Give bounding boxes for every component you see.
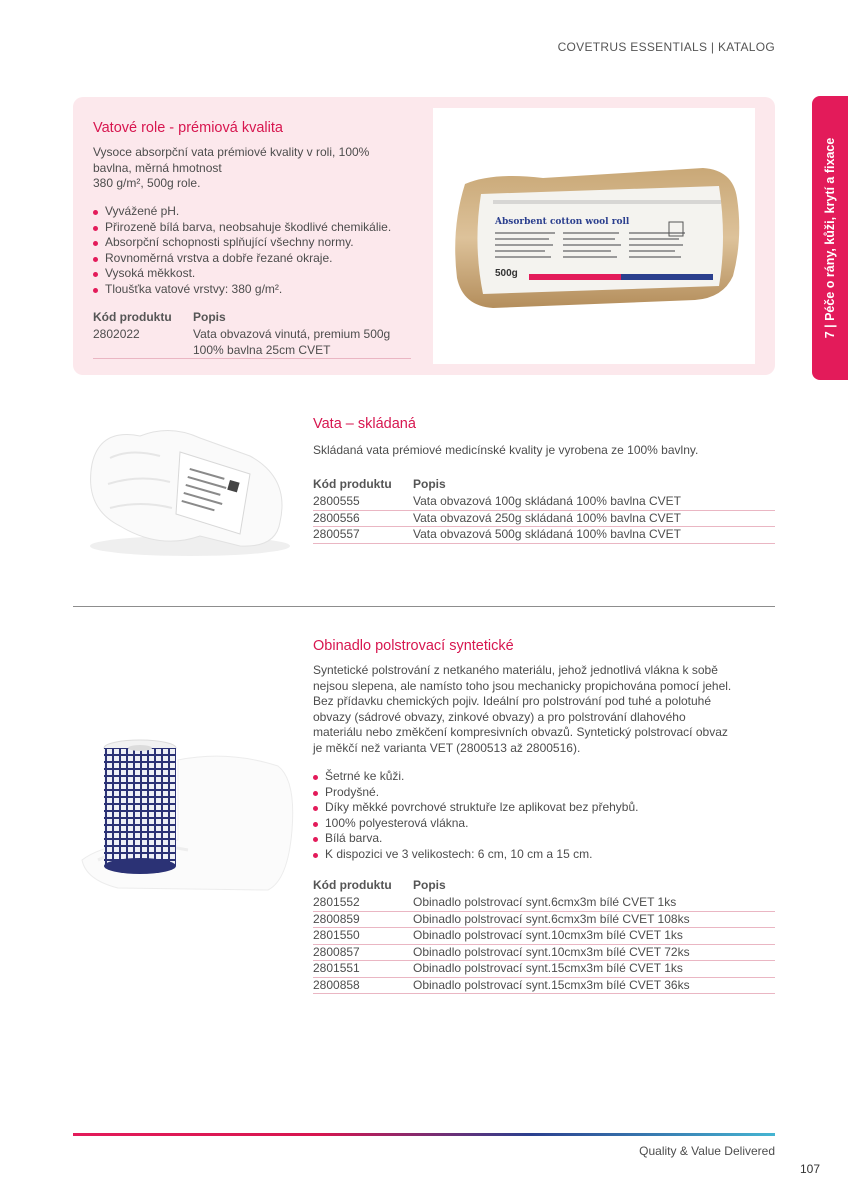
column-header-description: Popis bbox=[413, 878, 446, 892]
column-header-code: Kód produktu bbox=[313, 878, 392, 892]
feature-item: 100% polyesterová vlákna. bbox=[313, 816, 638, 832]
product-description-cell: Vata obvazová 250g skládaná 100% bavlna CVET bbox=[413, 510, 775, 527]
product-code: 2802022 bbox=[93, 327, 193, 359]
product-description-cell: Vata obvazová 100g skládaná 100% bavlna CVET bbox=[413, 494, 775, 510]
product-description bbox=[313, 663, 731, 756]
table-header-row bbox=[313, 477, 775, 494]
product-table bbox=[313, 477, 775, 544]
feature-item: Absorpční schopnosti splňující všechny normy. bbox=[93, 235, 391, 251]
description-line: Bez přídavku chemických pojiv. Ideální pro polstrování pod tuhé a polotuhé bbox=[313, 694, 712, 708]
product-description bbox=[93, 145, 369, 192]
description-line: bavlna, měrná hmotnost bbox=[93, 160, 222, 175]
description-line: Vysoce absorpční vata prémiové kvality v roli, 100% bbox=[93, 145, 370, 159]
table-row bbox=[313, 510, 775, 527]
product-code: 2800858 bbox=[313, 977, 413, 994]
description-line: obvazy (sádrové obvazy, zinkové obvazy) a pro polstrování dlahového bbox=[313, 709, 686, 724]
column-header-description: Popis bbox=[413, 477, 446, 491]
product-image-padding-bandage bbox=[78, 720, 300, 900]
table-header-row bbox=[93, 310, 411, 327]
feature-item: Vyvážené pH. bbox=[93, 204, 391, 220]
cotton-wool-roll-package-icon bbox=[433, 108, 755, 364]
product-description-cell: Obinadlo polstrovací synt.10cmx3m bílé CVET 72ks bbox=[413, 944, 775, 961]
table-row bbox=[313, 944, 775, 961]
product-title: Vata – skládaná bbox=[313, 416, 416, 432]
column-header-description: Popis bbox=[193, 310, 226, 324]
product-title: Vatové role - prémiová kvalita bbox=[93, 120, 283, 136]
product-code: 2800555 bbox=[313, 494, 413, 510]
product-table bbox=[93, 310, 411, 359]
table-row bbox=[313, 961, 775, 978]
feature-item: Bílá barva. bbox=[313, 831, 638, 847]
table-row bbox=[93, 327, 411, 359]
description-line: 380 g/m², 500g role. bbox=[93, 176, 201, 190]
product-code: 2801551 bbox=[313, 961, 413, 978]
folded-cotton-wool-icon bbox=[80, 418, 300, 568]
product-code: 2800859 bbox=[313, 911, 413, 928]
feature-item: Prodyšné. bbox=[313, 785, 638, 801]
product-description-cell: Obinadlo polstrovací synt.15cmx3m bílé CVET 36ks bbox=[413, 977, 775, 994]
product-image-folded-cotton bbox=[80, 418, 300, 568]
product-image-cotton-roll bbox=[433, 108, 755, 364]
feature-item: Tloušťka vatové vrstvy: 380 g/m². bbox=[93, 282, 391, 298]
product-description-cell: Vata obvazová vinutá, premium 500g 100% bavlna 25cm CVET bbox=[193, 327, 411, 359]
footer-gradient-line bbox=[73, 1133, 775, 1136]
table-row bbox=[313, 494, 775, 510]
footer-tagline: Quality & Value Delivered bbox=[639, 1144, 775, 1158]
feature-list bbox=[313, 769, 638, 862]
header-brand: COVETRUS ESSENTIALS | KATALOG bbox=[557, 40, 775, 54]
section-divider bbox=[73, 606, 775, 607]
pack-weight: 500g bbox=[495, 268, 518, 279]
product-description-cell: Vata obvazová 500g skládaná 100% bavlna CVET bbox=[413, 527, 775, 544]
table-header-row bbox=[313, 878, 775, 895]
feature-list bbox=[93, 204, 391, 297]
description-line: je měkčí než varianta VET (2800513 až 2800516). bbox=[313, 740, 581, 755]
table-row bbox=[313, 928, 775, 945]
product-description-cell: Obinadlo polstrovací synt.15cmx3m bílé CVET 1ks bbox=[413, 961, 775, 978]
product-code: 2800557 bbox=[313, 527, 413, 544]
feature-item: Vysoká měkkost. bbox=[93, 266, 391, 282]
feature-item: Rovnoměrná vrstva a dobře řezané okraje. bbox=[93, 251, 391, 267]
column-header-code: Kód produktu bbox=[313, 477, 392, 491]
product-code: 2800857 bbox=[313, 944, 413, 961]
product-code: 2801550 bbox=[313, 928, 413, 945]
description-line: nejsou slepena, ale namísto toho jsou mechanicky propichována pomocí jehel. bbox=[313, 678, 732, 693]
description-line: Syntetické polstrování z netkaného materiálu, jehož jednotlivá vlákna k sobě bbox=[313, 663, 718, 677]
product-title: Obinadlo polstrovací syntetické bbox=[313, 638, 514, 654]
page-number: 107 bbox=[799, 1162, 820, 1176]
product-code: 2801552 bbox=[313, 895, 413, 911]
synthetic-padding-bandage-roll-icon bbox=[78, 720, 300, 900]
feature-item: Díky měkké povrchové struktuře lze aplikovat bez přehybů. bbox=[313, 800, 638, 816]
product-table bbox=[313, 878, 775, 994]
product-description: Skládaná vata prémiové medicínské kvality je vyrobena ze 100% bavlny. bbox=[313, 443, 699, 457]
column-header-code: Kód produktu bbox=[93, 310, 172, 324]
product-code: 2800556 bbox=[313, 510, 413, 527]
product-description-cell: Obinadlo polstrovací synt.6cmx3m bílé CVET 108ks bbox=[413, 911, 775, 928]
table-row bbox=[313, 977, 775, 994]
description-line: materiálu nebo změkčení kompresivních obvazů. Syntetický polstrovací obvaz bbox=[313, 725, 728, 739]
product-description-cell: Obinadlo polstrovací synt.6cmx3m bílé CVET 1ks bbox=[413, 895, 775, 911]
pack-title: Absorbent cotton wool roll bbox=[495, 217, 630, 227]
table-row bbox=[313, 895, 775, 911]
table-row bbox=[313, 527, 775, 544]
feature-item: Šetrné ke kůži. bbox=[313, 769, 638, 785]
chapter-side-tab[interactable] bbox=[812, 96, 848, 380]
product-description-cell: Obinadlo polstrovací synt.10cmx3m bílé CVET 1ks bbox=[413, 928, 775, 945]
chapter-side-tab-label: 7 | Péče o rány, kůži, krytí a fixace bbox=[823, 137, 837, 339]
feature-item: K dispozici ve 3 velikostech: 6 cm, 10 cm a 15 cm. bbox=[313, 847, 638, 863]
table-row bbox=[313, 911, 775, 928]
feature-item: Přirozeně bílá barva, neobsahuje škodlivé chemikálie. bbox=[93, 220, 391, 236]
